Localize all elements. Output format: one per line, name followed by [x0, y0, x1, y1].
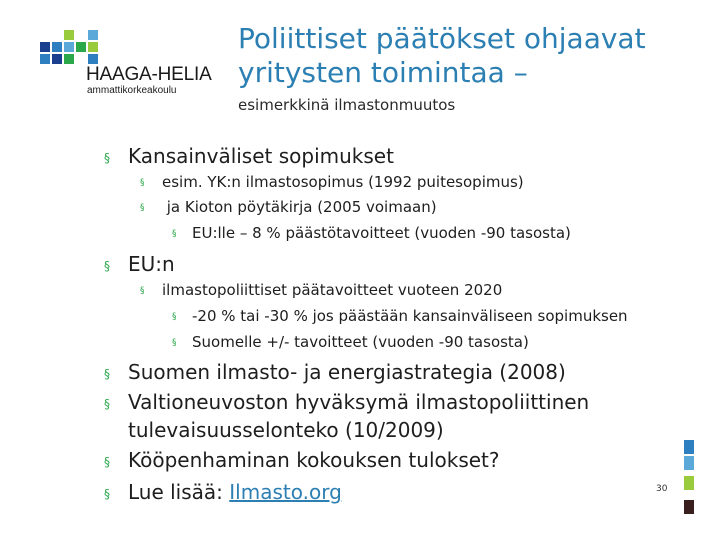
bullet-text: tulevaisuusselonteko (10/2009) — [128, 418, 444, 442]
bullet-item — [104, 360, 566, 384]
bullet-item — [172, 333, 529, 351]
bullet-icon: § — [172, 312, 177, 322]
bullet-item — [140, 281, 502, 299]
bullet-item — [172, 224, 571, 242]
color-block — [684, 500, 694, 514]
color-block — [684, 456, 694, 470]
bullet-icon: § — [104, 487, 110, 501]
haaga-helia-logo — [38, 30, 212, 100]
bullet-text: -20 % tai -30 % jos päästään kansainväliseen sopimuksen — [192, 307, 628, 325]
bullet-text: Lue lisää: — [128, 480, 230, 504]
bullet-text: Suomen ilmasto- ja energiastrategia (2008) — [128, 360, 566, 384]
ilmasto-org-link[interactable]: Ilmasto.org — [229, 480, 342, 504]
slide-title: Poliittiset päätökset ohjaavat yritysten toimintaa – — [238, 22, 646, 89]
bullet-text: esim. YK:n ilmastosopimus (1992 puitesopimus) — [162, 173, 524, 191]
logo-wordmark: HAAGA-HELIA — [86, 64, 212, 85]
logo-subtitle: ammattikorkeakoulu — [87, 85, 177, 96]
bullet-text: EU:lle – 8 % päästötavoitteet (vuoden -90 tasosta) — [192, 224, 571, 242]
bullet-text: Kansainväliset sopimukset — [128, 144, 394, 168]
page-number: 30 — [656, 484, 668, 494]
bullet-item — [104, 448, 500, 472]
bullet-text: Kööpenhaminan kokouksen tulokset? — [128, 448, 500, 472]
color-block — [684, 440, 694, 454]
bullet-icon: § — [104, 259, 110, 273]
bullet-text: Suomelle +/- tavoitteet (vuoden -90 tasosta) — [192, 333, 529, 351]
bullet-item — [140, 198, 437, 216]
bullet-text: EU:n — [128, 252, 175, 276]
bullet-text: ja Kioton pöytäkirja (2005 voimaan) — [162, 198, 437, 216]
bullet-icon: § — [140, 286, 145, 296]
bullet-item — [104, 252, 175, 276]
bullet-icon: § — [140, 203, 145, 213]
bullet-text: Valtioneuvoston hyväksymä ilmastopoliittinen — [128, 390, 590, 414]
bullet-text: ilmastopoliittiset päätavoitteet vuoteen 2020 — [162, 281, 503, 299]
bullet-icon: § — [104, 397, 110, 411]
color-block — [684, 476, 694, 490]
slide-subtitle: esimerkkinä ilmastonmuutos — [238, 96, 456, 114]
bullet-item — [104, 390, 589, 414]
bullet-item — [104, 144, 394, 168]
bullet-item — [104, 480, 342, 504]
bullet-icon: § — [104, 455, 110, 469]
bullet-item-continuation — [128, 418, 444, 442]
bullet-icon: § — [172, 338, 177, 348]
bullet-item — [140, 173, 524, 191]
bullet-icon: § — [140, 178, 145, 188]
bullet-item — [172, 307, 628, 325]
bullet-icon: § — [104, 151, 110, 165]
bullet-icon: § — [104, 367, 110, 381]
bullet-icon: § — [172, 229, 177, 239]
